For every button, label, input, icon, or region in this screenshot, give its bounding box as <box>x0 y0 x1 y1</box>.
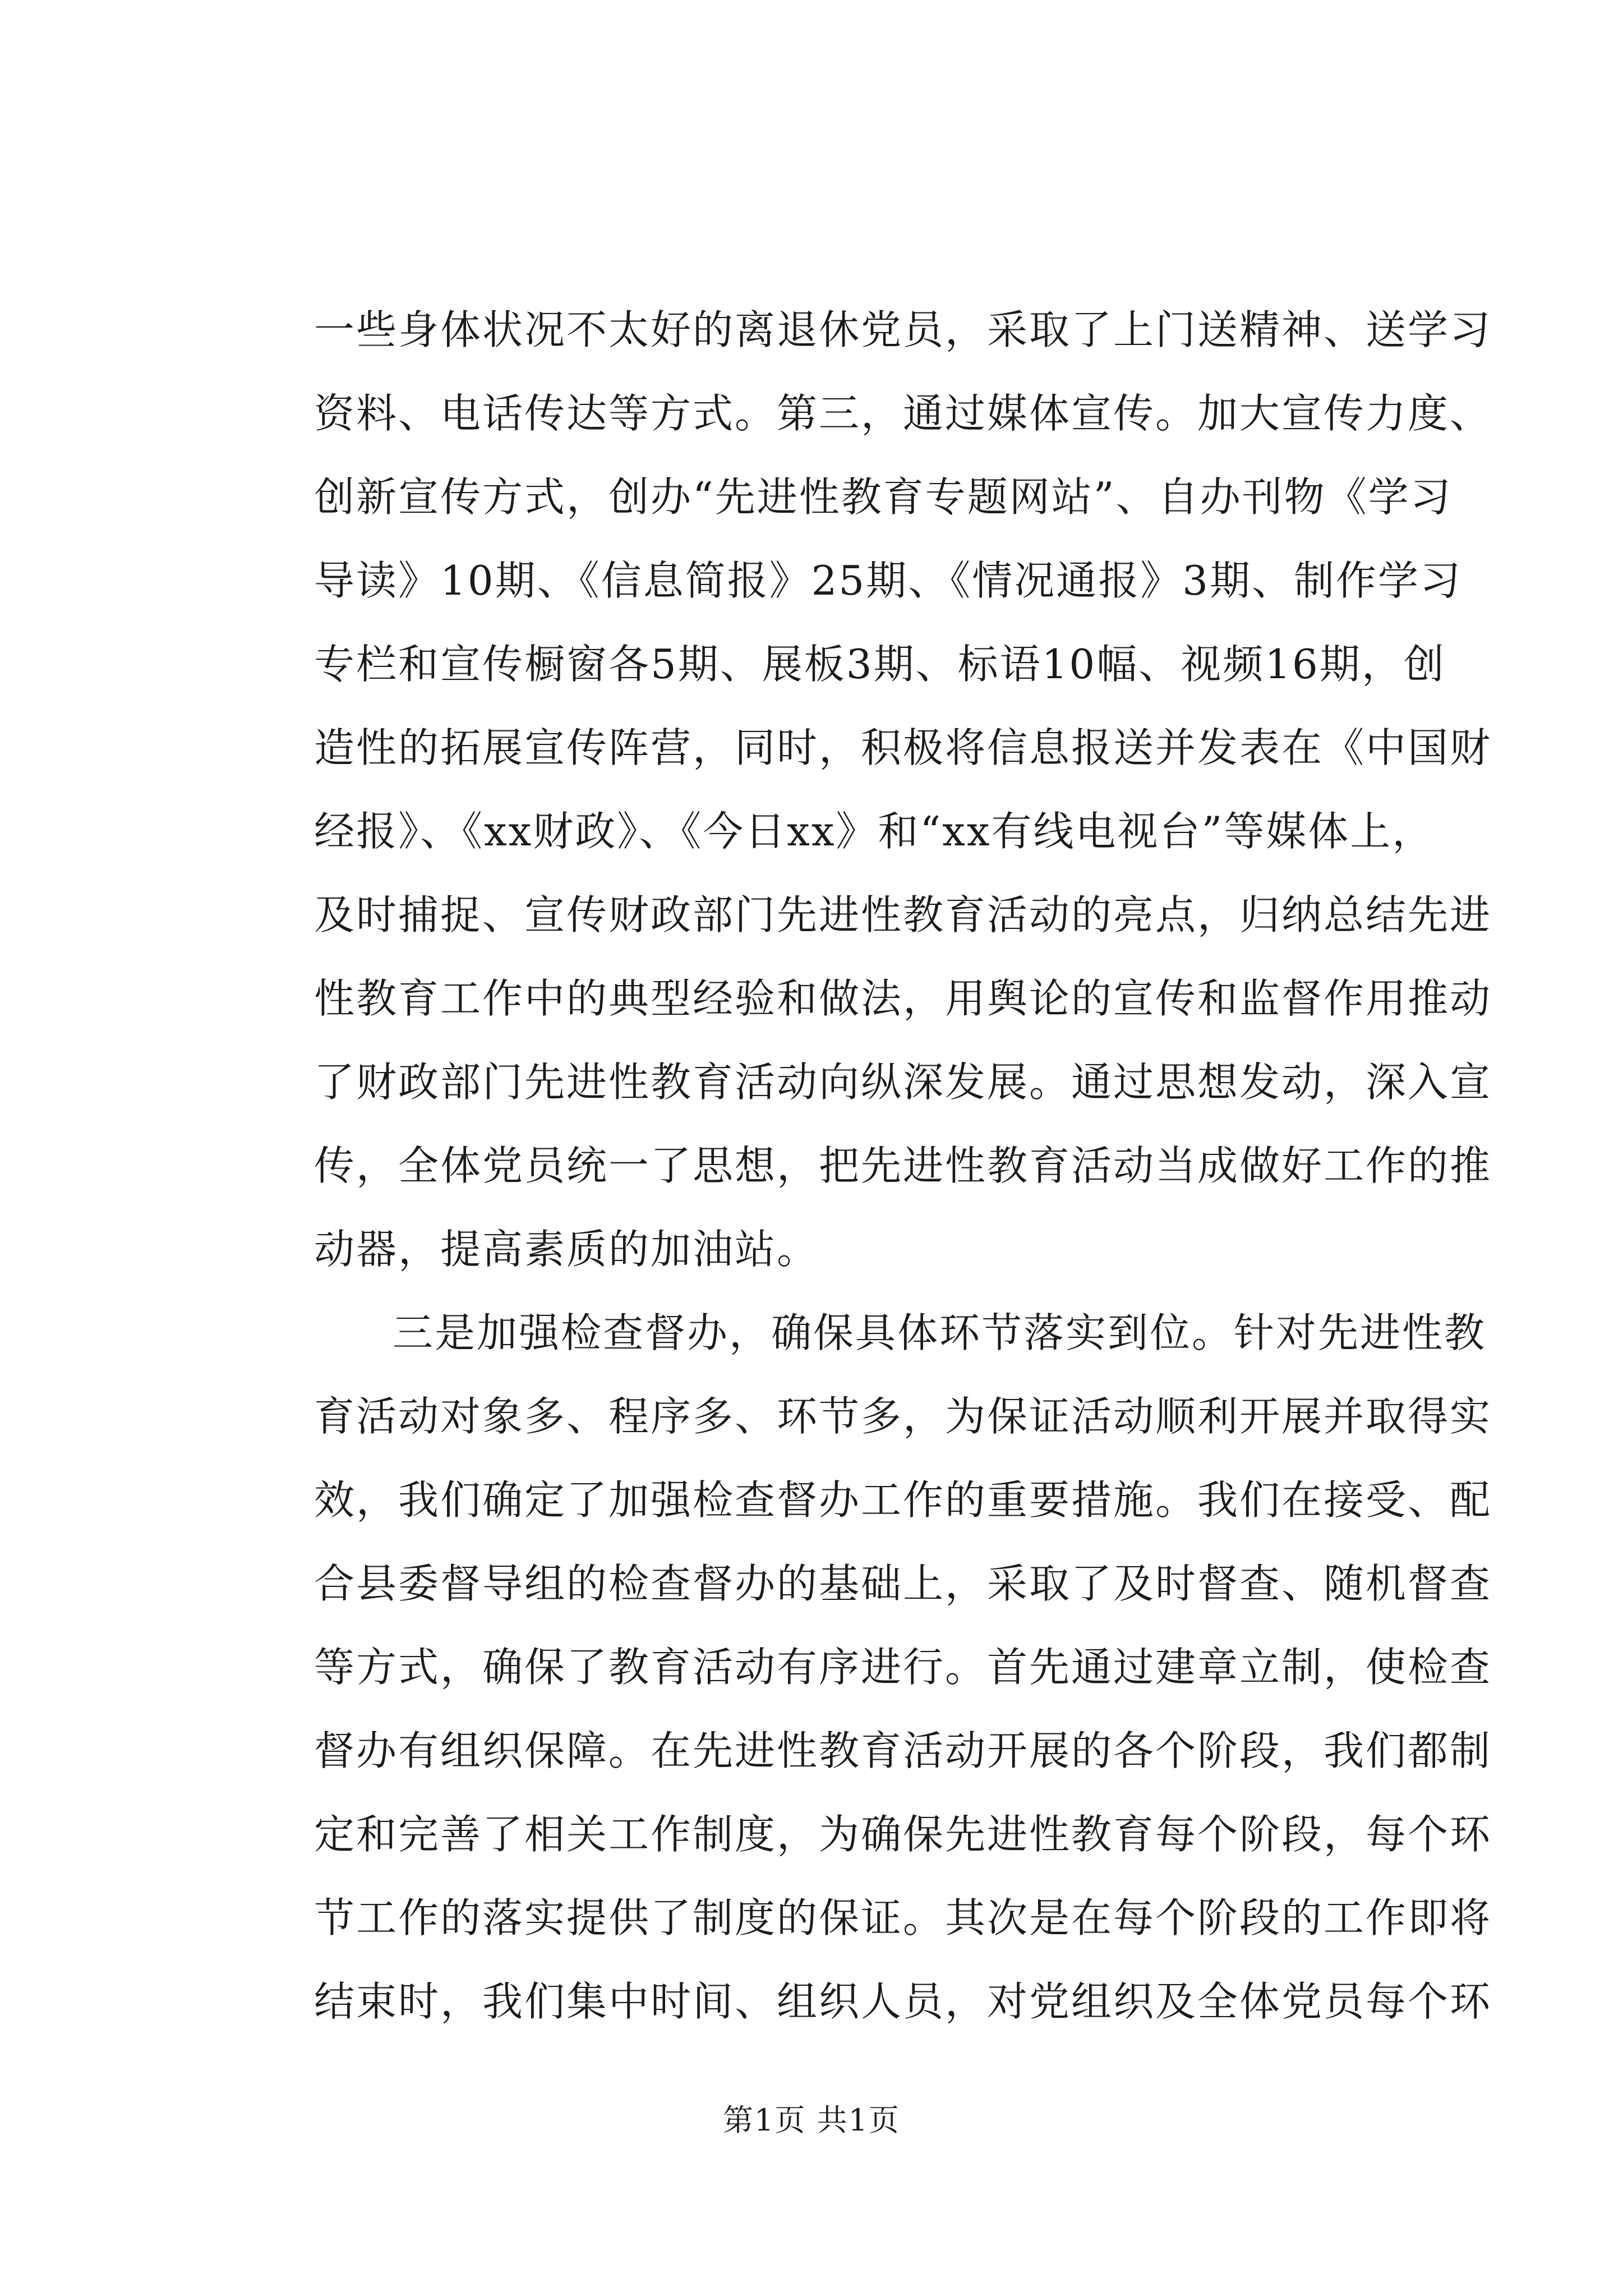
body-line-6: 造性的拓展宣传阵营，同时，积极将信息报送并发表在《中国财 <box>314 724 1492 771</box>
body-line-12: 动器，提高素质的加油站。 <box>314 1226 819 1273</box>
body-line-18: 督办有组织保障。在先进性教育活动开展的各个阶段，我们都制 <box>314 1727 1492 1774</box>
body-line-19: 定和完善了相关工作制度，为确保先进性教育每个阶段，每个环 <box>314 1811 1492 1858</box>
body-line-17: 等方式，确保了教育活动有序进行。首先通过建章立制，使检查 <box>314 1644 1492 1691</box>
body-line-14: 育活动对象多、程序多、环节多，为保证活动顺利开展并取得实 <box>314 1393 1492 1440</box>
body-line-16: 合县委督导组的检查督办的基础上，采取了及时督查、随机督查 <box>314 1560 1492 1607</box>
body-line-10: 了财政部门先进性教育活动向纵深发展。通过思想发动，深入宣 <box>314 1059 1492 1106</box>
body-line-11: 传，全体党员统一了思想，把先进性教育活动当成做好工作的推 <box>314 1142 1492 1189</box>
body-line-4: 导读》10期、《信息简报》25期、《情况通报》3期、制作学习 <box>314 557 1463 604</box>
body-line-1: 一些身体状况不太好的离退休党员，采取了上门送精神、送学习 <box>314 306 1492 353</box>
body-line-7: 经报》、《xx财政》、《今日xx》和“xx有线电视台”等媒体上， <box>314 808 1435 855</box>
page-footer: 第1页 共1页 <box>723 2102 900 2138</box>
body-line-5: 专栏和宣传橱窗各5期、展板3期、标语10幅、视频16期，创 <box>314 641 1446 688</box>
body-line-15: 效，我们确定了加强检查督办工作的重要措施。我们在接受、配 <box>314 1476 1492 1524</box>
paragraph-start-line: 三是加强检查督办，确保具体环节落实到位。针对先进性教 <box>393 1309 1487 1356</box>
body-line-21: 结束时，我们集中时间、组织人员，对党组织及全体党员每个环 <box>314 1978 1492 2025</box>
body-line-9: 性教育工作中的典型经验和做法，用舆论的宣传和监督作用推动 <box>314 975 1492 1022</box>
body-line-2: 资料、电话传达等方式。第三，通过媒体宣传。加大宣传力度、 <box>314 390 1492 437</box>
body-line-20: 节工作的落实提供了制度的保证。其次是在每个阶段的工作即将 <box>314 1894 1492 1941</box>
body-line-8: 及时捕捉、宣传财政部门先进性教育活动的亮点，归纳总结先进 <box>314 891 1492 938</box>
body-line-3: 创新宣传方式，创办“先进性教育专题网站”、自办刊物《学习 <box>314 473 1453 521</box>
